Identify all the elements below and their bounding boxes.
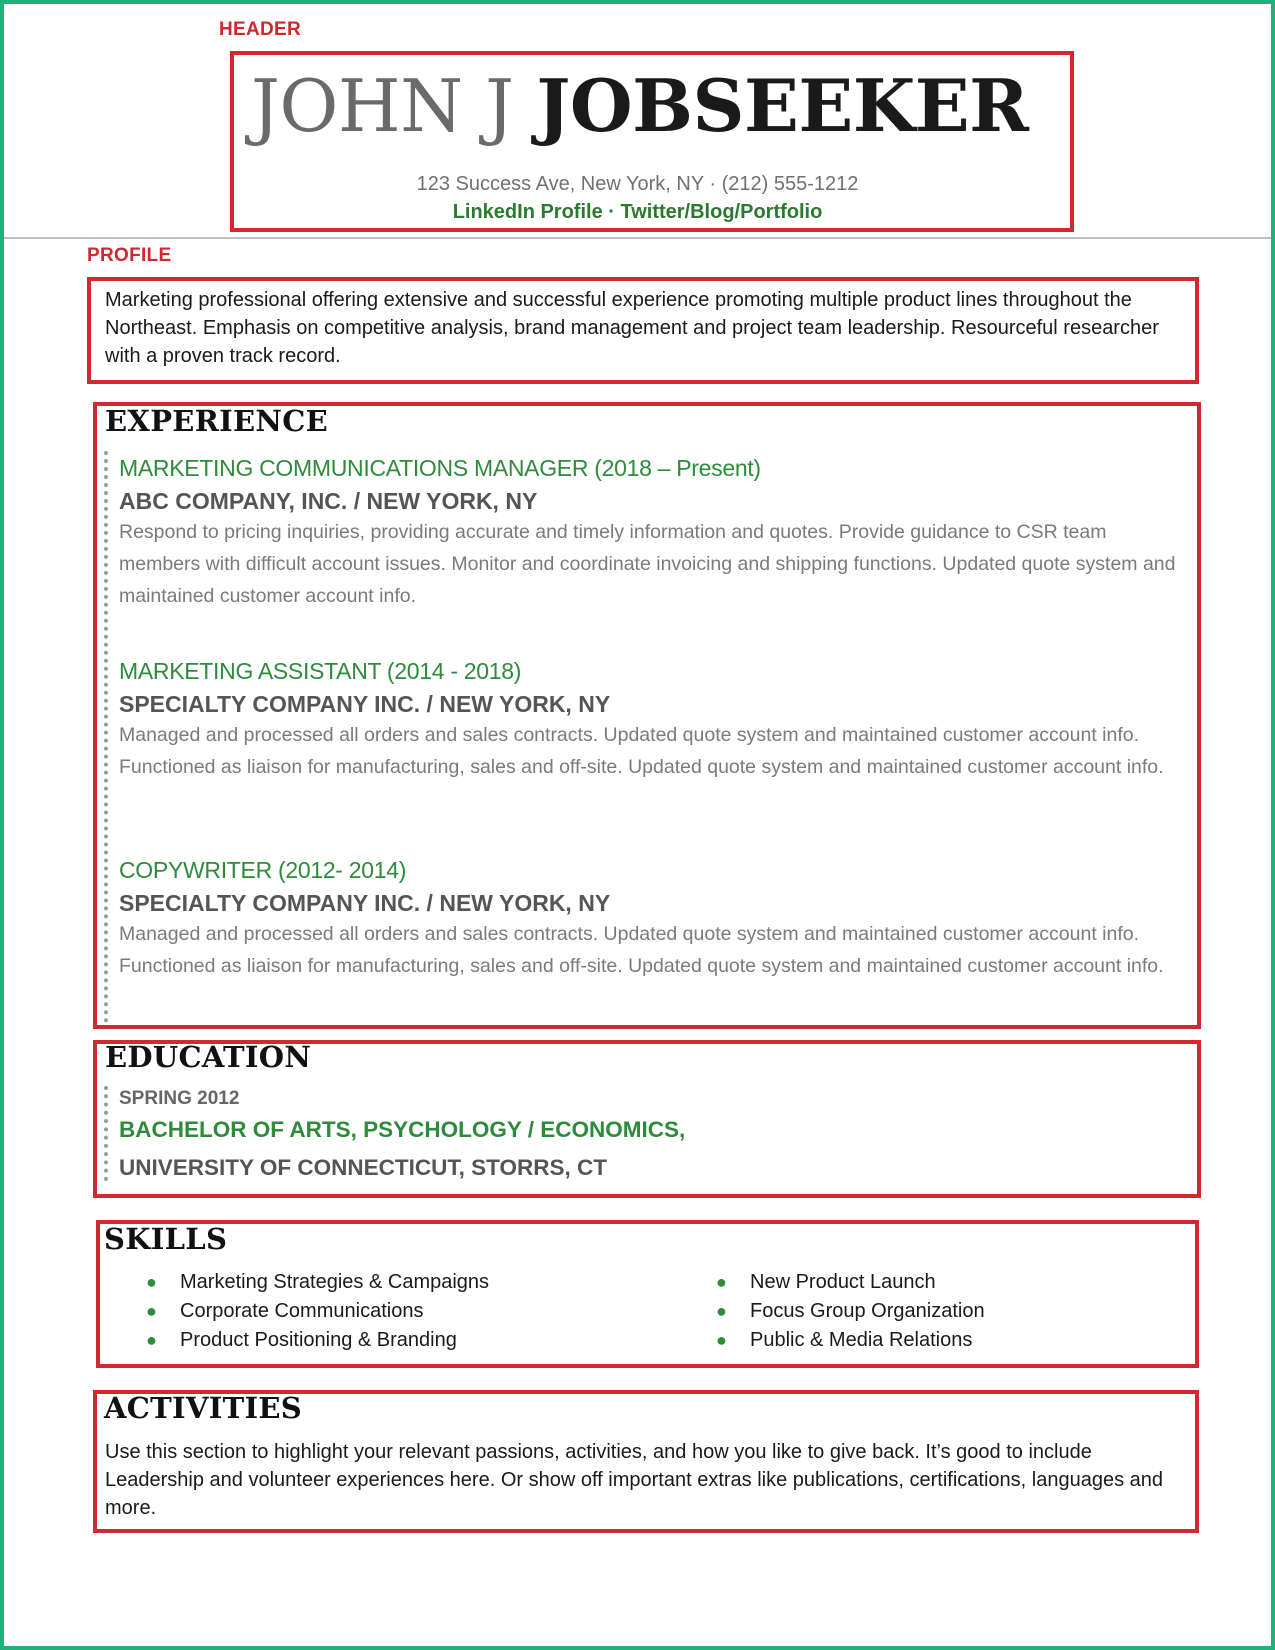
education-degree: BACHELOR OF ARTS, PSYCHOLOGY / ECONOMICS,	[119, 1117, 686, 1142]
header-annotation-label: HEADER	[219, 19, 302, 40]
job-company: SPECIALTY COMPANY INC. / NEW YORK, NY	[119, 890, 611, 916]
header-divider	[4, 237, 1271, 239]
job-title: MARKETING COMMUNICATIONS MANAGER (2018 – Present)	[119, 455, 761, 481]
name-first: JOHN J	[251, 64, 514, 148]
education-school: UNIVERSITY OF CONNECTICUT, STORRS, CT	[119, 1155, 607, 1180]
skills-heading: SKILLS	[104, 1222, 228, 1256]
activities-heading: ACTIVITIES	[104, 1391, 302, 1425]
skill-item: ● Public & Media Relations	[716, 1326, 985, 1355]
bullet-icon: ●	[716, 1272, 727, 1292]
contact-info: 123 Success Ave, New York, NY · (212) 555-1212	[416, 173, 859, 195]
profile-links[interactable]: LinkedIn Profile · Twitter/Blog/Portfolio	[452, 201, 823, 223]
bullet-icon: ●	[716, 1330, 727, 1350]
job-title: COPYWRITER (2012- 2014)	[119, 857, 407, 883]
job-company: ABC COMPANY, INC. / NEW YORK, NY	[119, 488, 538, 514]
education-date: SPRING 2012	[119, 1088, 240, 1109]
bullet-icon: ●	[146, 1272, 157, 1292]
profile-annotation-label: PROFILE	[87, 245, 172, 266]
profile-text: Marketing professional offering extensive and successful experience promoting multiple product lines throughout the Northeast. Emphasis on competitive analysis, brand management and project team leadership. Resourceful researcher with a proven track record.	[105, 289, 1159, 367]
job-description: Respond to pricing inquiries, providing accurate and timely information and quotes. Provide guidance to CSR team members with difficult account issues. Monitor and coordinate invoicing and shipping functions. Updated quote system and maintained customer account info.	[119, 521, 1176, 607]
bullet-icon: ●	[146, 1301, 157, 1321]
bullet-icon: ●	[716, 1301, 727, 1321]
skill-item: ● Corporate Communications	[146, 1297, 489, 1326]
job-company: SPECIALTY COMPANY INC. / NEW YORK, NY	[119, 691, 611, 717]
skill-item: ● Product Positioning & Branding	[146, 1326, 489, 1355]
skill-item: ● Focus Group Organization	[716, 1297, 985, 1326]
job-description: Managed and processed all orders and sales contracts. Updated quote system and maintained customer account info. Functioned as liaison for manufacturing, sales and off-site. Updated quote system and maintained customer account info.	[119, 923, 1164, 977]
education-heading: EDUCATION	[105, 1040, 312, 1074]
job-title: MARKETING ASSISTANT (2014 - 2018)	[119, 658, 522, 684]
skill-item: ● Marketing Strategies & Campaigns	[146, 1268, 489, 1297]
candidate-name	[251, 63, 1029, 148]
skills-list-left	[146, 1268, 489, 1355]
skill-item: ● New Product Launch	[716, 1268, 985, 1297]
bullet-icon: ●	[146, 1330, 157, 1350]
skills-list-right	[716, 1268, 985, 1355]
job-description: Managed and processed all orders and sales contracts. Updated quote system and maintained customer account info. Functioned as liaison for manufacturing, sales and off-site. Updated quote system and maintained customer account info.	[119, 724, 1164, 778]
activities-text: Use this section to highlight your relevant passions, activities, and how you like to give back. It’s good to include Leadership and volunteer experiences here. Or show off important extras like publications, certifications, languages and more.	[105, 1441, 1164, 1519]
experience-timeline-rule	[104, 451, 108, 1023]
name-last: JOBSEEKER	[536, 63, 1029, 148]
experience-heading: EXPERIENCE	[105, 404, 328, 438]
education-timeline-rule	[104, 1086, 108, 1181]
